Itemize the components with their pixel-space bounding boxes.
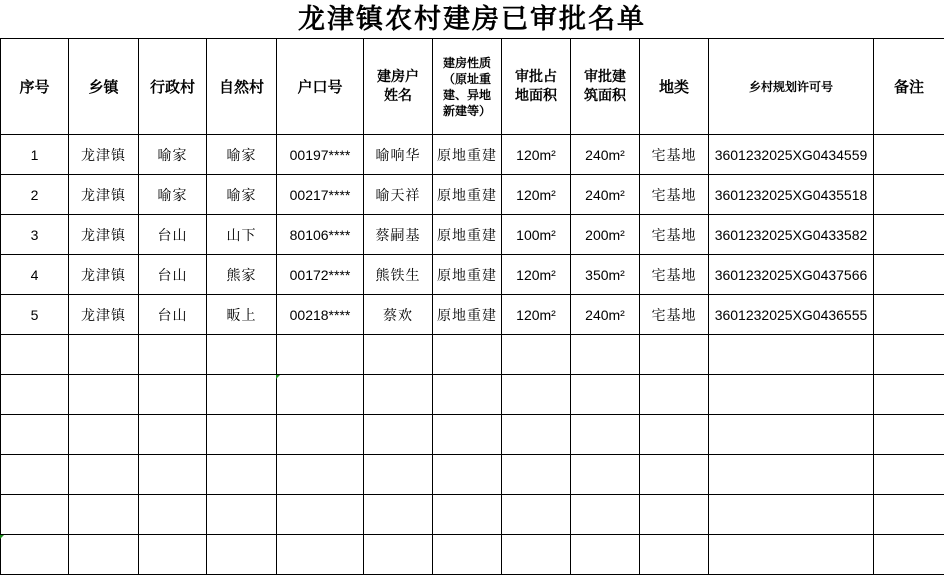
empty-cell[interactable] [709,415,874,455]
empty-cell[interactable] [640,375,709,415]
header-builder-name-line2: 姓名 [384,87,412,104]
empty-cell[interactable] [207,415,277,455]
header-household-no[interactable]: 户口号 [277,39,364,135]
header-land-type[interactable]: 地类 [640,39,709,135]
cell-natural-village[interactable]: 熊家 [207,255,277,295]
empty-row [1,335,944,375]
cell-seq[interactable]: 5 [1,295,69,335]
empty-cell[interactable] [364,455,433,495]
cell-land-area[interactable]: 120m² [502,255,571,295]
approval-table [0,38,944,575]
empty-cell[interactable] [502,535,571,575]
cell-nature[interactable]: 原地重建 [433,255,502,295]
cell-comment-marker [276,375,280,379]
empty-row [1,455,944,495]
empty-cell[interactable] [207,335,277,375]
cell-household-no[interactable]: 00197**** [277,135,364,175]
empty-row [1,375,944,415]
cell-admin-village[interactable]: 喻家 [139,135,207,175]
cell-land-area[interactable]: 120m² [502,175,571,215]
empty-cell[interactable] [433,415,502,455]
cell-remark[interactable] [874,175,944,215]
cell-household-no[interactable]: 00172**** [277,255,364,295]
empty-cell[interactable] [433,375,502,415]
cell-nature[interactable]: 原地重建 [433,175,502,215]
empty-cell[interactable] [207,455,277,495]
cell-remark[interactable] [874,135,944,175]
table-body [1,135,944,575]
header-builder-name-line1: 建房户 [377,68,419,85]
header-builder-name[interactable] [364,39,433,135]
empty-cell[interactable] [709,535,874,575]
cell-build-area[interactable]: 240m² [571,295,640,335]
cell-land-type[interactable]: 宅基地 [640,135,709,175]
empty-cell[interactable] [433,535,502,575]
empty-cell[interactable] [571,535,640,575]
empty-cell[interactable] [69,535,139,575]
empty-cell[interactable] [139,415,207,455]
empty-cell[interactable] [69,455,139,495]
cell-name[interactable]: 蔡嗣基 [364,215,433,255]
empty-cell[interactable] [139,455,207,495]
empty-cell[interactable] [874,375,944,415]
cell-permit-no[interactable]: 3601232025XG0435518 [709,175,874,215]
empty-cell[interactable] [640,495,709,535]
cell-seq[interactable]: 4 [1,255,69,295]
cell-admin-village[interactable]: 台山 [139,295,207,335]
table-row [1,135,944,175]
empty-cell[interactable] [69,495,139,535]
empty-cell[interactable] [277,455,364,495]
empty-cell[interactable] [139,535,207,575]
empty-cell[interactable] [139,495,207,535]
cell-land-type[interactable]: 宅基地 [640,175,709,215]
empty-cell[interactable] [207,375,277,415]
empty-cell[interactable] [364,335,433,375]
table-row [1,255,944,295]
header-permit-no[interactable]: 乡村规划许可号 [709,39,874,135]
empty-cell[interactable] [571,415,640,455]
header-build-area-line1: 审批建 [584,68,626,85]
empty-cell[interactable] [69,415,139,455]
empty-row [1,415,944,455]
cell-town[interactable]: 龙津镇 [69,215,139,255]
cell-admin-village[interactable]: 台山 [139,215,207,255]
cell-town[interactable]: 龙津镇 [69,255,139,295]
empty-cell[interactable] [277,375,364,415]
header-remark[interactable]: 备注 [874,39,944,135]
empty-cell[interactable] [433,335,502,375]
empty-cell[interactable] [69,375,139,415]
header-seq[interactable]: 序号 [1,39,69,135]
header-town[interactable]: 乡镇 [69,39,139,135]
cell-town[interactable]: 龙津镇 [69,135,139,175]
empty-cell[interactable] [277,335,364,375]
cell-nature[interactable]: 原地重建 [433,135,502,175]
empty-cell[interactable] [69,335,139,375]
empty-cell[interactable] [709,335,874,375]
cell-name[interactable]: 喻响华 [364,135,433,175]
cell-comment-marker [0,535,4,539]
empty-cell[interactable] [874,335,944,375]
header-admin-village[interactable]: 行政村 [139,39,207,135]
empty-cell[interactable] [502,335,571,375]
empty-cell[interactable] [709,455,874,495]
cell-permit-no[interactable]: 3601232025XG0436555 [709,295,874,335]
header-land-area-line1: 审批占 [515,68,557,85]
header-build-nature-line2: （原址重 [442,71,491,86]
empty-cell[interactable] [502,455,571,495]
empty-cell[interactable] [502,495,571,535]
empty-cell[interactable] [1,375,69,415]
empty-cell[interactable] [874,535,944,575]
empty-row [1,495,944,535]
empty-cell[interactable] [571,335,640,375]
cell-town[interactable]: 龙津镇 [69,295,139,335]
empty-cell[interactable] [277,415,364,455]
header-build-nature-line3: 建、异地 [442,87,491,102]
empty-cell[interactable] [571,455,640,495]
cell-household-no[interactable]: 00218**** [277,295,364,335]
empty-cell[interactable] [1,495,69,535]
empty-cell[interactable] [139,335,207,375]
empty-cell[interactable] [709,495,874,535]
empty-cell[interactable] [1,455,69,495]
cell-permit-no[interactable]: 3601232025XG0434559 [709,135,874,175]
empty-cell[interactable] [640,335,709,375]
empty-cell[interactable] [709,375,874,415]
cell-nature[interactable]: 原地重建 [433,215,502,255]
empty-cell[interactable] [874,495,944,535]
cell-household-no[interactable]: 80106**** [277,215,364,255]
cell-natural-village[interactable]: 喻家 [207,175,277,215]
empty-cell[interactable] [364,535,433,575]
cell-land-area[interactable]: 120m² [502,295,571,335]
empty-cell[interactable] [277,535,364,575]
table-row [1,215,944,255]
cell-remark[interactable] [874,215,944,255]
empty-cell[interactable] [502,375,571,415]
empty-cell[interactable] [874,455,944,495]
cell-household-no[interactable]: 00217**** [277,175,364,215]
cell-build-area[interactable]: 200m² [571,215,640,255]
table-row [1,175,944,215]
cell-permit-no[interactable]: 3601232025XG0433582 [709,215,874,255]
empty-cell[interactable] [502,415,571,455]
cell-land-type[interactable]: 宅基地 [640,295,709,335]
empty-cell[interactable] [364,375,433,415]
empty-cell[interactable] [640,455,709,495]
cell-build-area[interactable]: 240m² [571,175,640,215]
empty-cell[interactable] [364,495,433,535]
cell-land-area[interactable]: 120m² [502,135,571,175]
cell-name[interactable]: 喻天祥 [364,175,433,215]
empty-row [1,535,944,575]
cell-admin-village[interactable]: 台山 [139,255,207,295]
empty-cell[interactable] [207,495,277,535]
header-land-area-line2: 地面积 [515,87,557,104]
cell-seq[interactable]: 1 [1,135,69,175]
empty-cell[interactable] [139,375,207,415]
empty-cell[interactable] [433,455,502,495]
cell-admin-village[interactable]: 喻家 [139,175,207,215]
cell-build-area[interactable]: 350m² [571,255,640,295]
cell-remark[interactable] [874,295,944,335]
cell-remark[interactable] [874,255,944,295]
header-build-area[interactable] [571,39,640,135]
empty-cell[interactable] [277,495,364,535]
cell-permit-no[interactable]: 3601232025XG0437566 [709,255,874,295]
header-natural-village[interactable]: 自然村 [207,39,277,135]
empty-cell[interactable] [1,415,69,455]
empty-cell[interactable] [640,535,709,575]
header-build-area-line2: 筑面积 [584,87,626,104]
cell-name[interactable]: 蔡欢 [364,295,433,335]
empty-cell[interactable] [364,415,433,455]
cell-land-type[interactable]: 宅基地 [640,255,709,295]
cell-land-type[interactable]: 宅基地 [640,215,709,255]
empty-cell[interactable] [1,535,69,575]
empty-cell[interactable] [571,375,640,415]
header-build-nature-line1: 建房性质 [442,55,491,70]
empty-cell[interactable] [874,415,944,455]
header-row [1,39,944,135]
header-build-nature-line4: 新建等） [442,103,491,118]
cell-seq[interactable]: 2 [1,175,69,215]
header-build-nature[interactable] [433,39,502,135]
cell-natural-village[interactable]: 喻家 [207,135,277,175]
cell-name[interactable]: 熊铁生 [364,255,433,295]
empty-cell[interactable] [571,495,640,535]
table-row [1,295,944,335]
empty-cell[interactable] [207,535,277,575]
header-land-area[interactable] [502,39,571,135]
cell-build-area[interactable]: 240m² [571,135,640,175]
empty-cell[interactable] [433,495,502,535]
cell-natural-village[interactable]: 山下 [207,215,277,255]
empty-cell[interactable] [1,335,69,375]
empty-cell[interactable] [640,415,709,455]
cell-land-area[interactable]: 100m² [502,215,571,255]
cell-seq[interactable]: 3 [1,215,69,255]
cell-town[interactable]: 龙津镇 [69,175,139,215]
page-title: 龙津镇农村建房已审批名单 [298,4,646,35]
cell-nature[interactable]: 原地重建 [433,295,502,335]
cell-natural-village[interactable]: 畈上 [207,295,277,335]
